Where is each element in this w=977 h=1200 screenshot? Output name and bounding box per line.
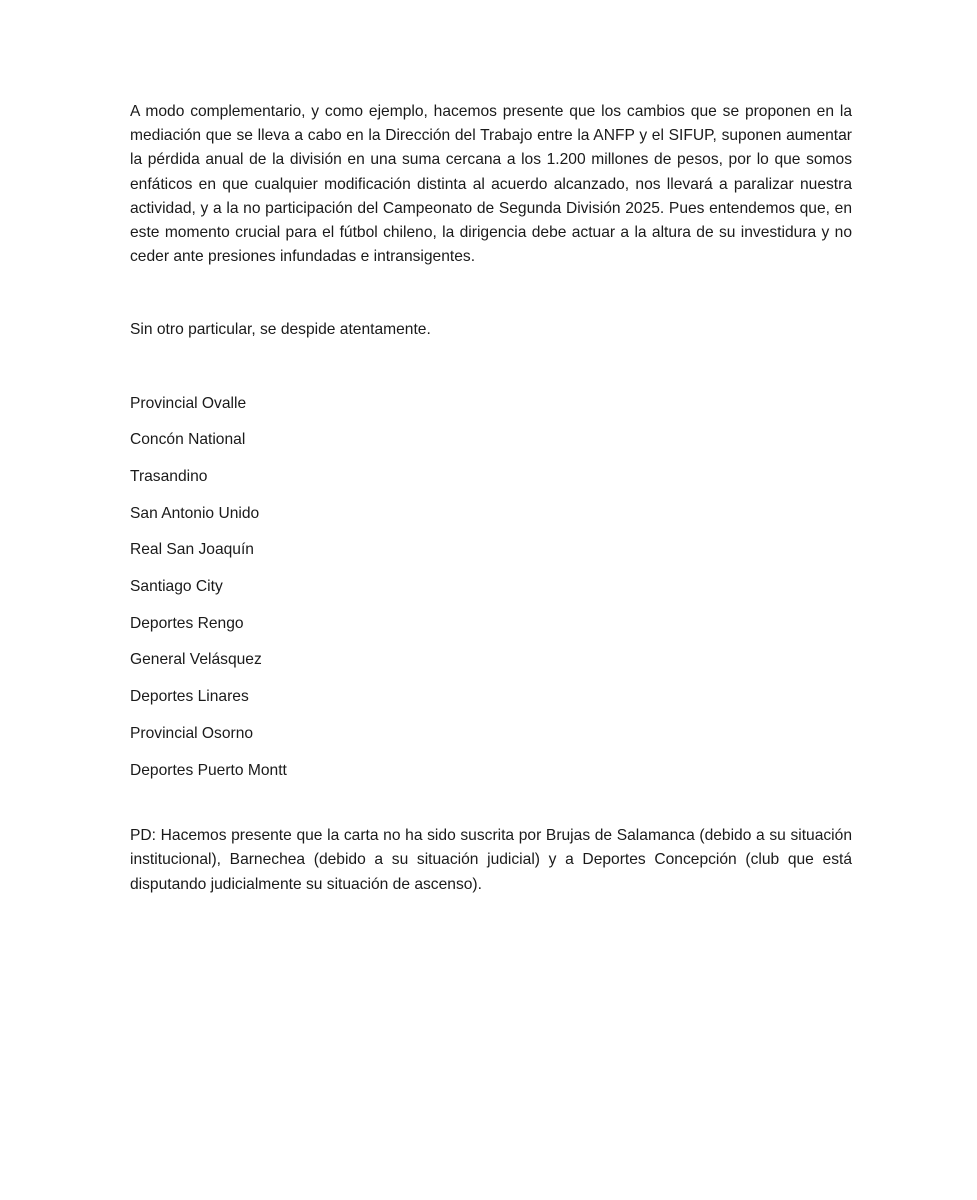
signatory-item: Santiago City [130,578,223,596]
signatory-item: Deportes Rengo [130,614,244,632]
signatory-item: Provincial Ovalle [130,394,247,412]
letter-page [130,100,852,897]
signatory-list [130,392,852,796]
signatory-item: Provincial Osorno [130,724,254,742]
signatory-item: San Antonio Unido [130,504,260,522]
signatory-item: Concón National [130,431,246,449]
signatory-item: Trasandino [130,468,208,485]
signatory-item: Deportes Puerto Montt [130,761,287,779]
closing-line: Sin otro particular, se despide atentamente. [130,321,431,339]
postscript: PD: Hacemos presente que la carta no ha sido suscrita por Brujas de Salamanca (debido a su situación institucional), Barnechea (debido a su situación judicial) y a Deportes Concepción (club que está disputando judicialmente su situación de ascenso). [130,827,852,893]
signatory-item: Real San Joaquín [130,541,254,559]
body-paragraph: A modo complementario, y como ejemplo, hacemos presente que los cambios que se proponen en la mediación que se lleva a cabo en la Dirección del Trabajo entre la ANFP y el SIFUP, suponen aumentar la pérdida anual de la división en una suma cercana a los 1.200 millones de pesos, por lo que somos enfáticos en que cualquier modificación distinta al acuerdo alcanzado, nos llevará a paralizar nuestra actividad, y a la no participación del Campeonato de Segunda División 2025. Pues entendemos que, en este momento crucial para el fútbol chileno, la dirigencia debe actuar a la altura de su investidura y no ceder ante presiones infundadas e intransigentes. [130,103,852,266]
signatory-item: Deportes Linares [130,688,249,706]
signatory-item: General Velásquez [130,651,262,669]
